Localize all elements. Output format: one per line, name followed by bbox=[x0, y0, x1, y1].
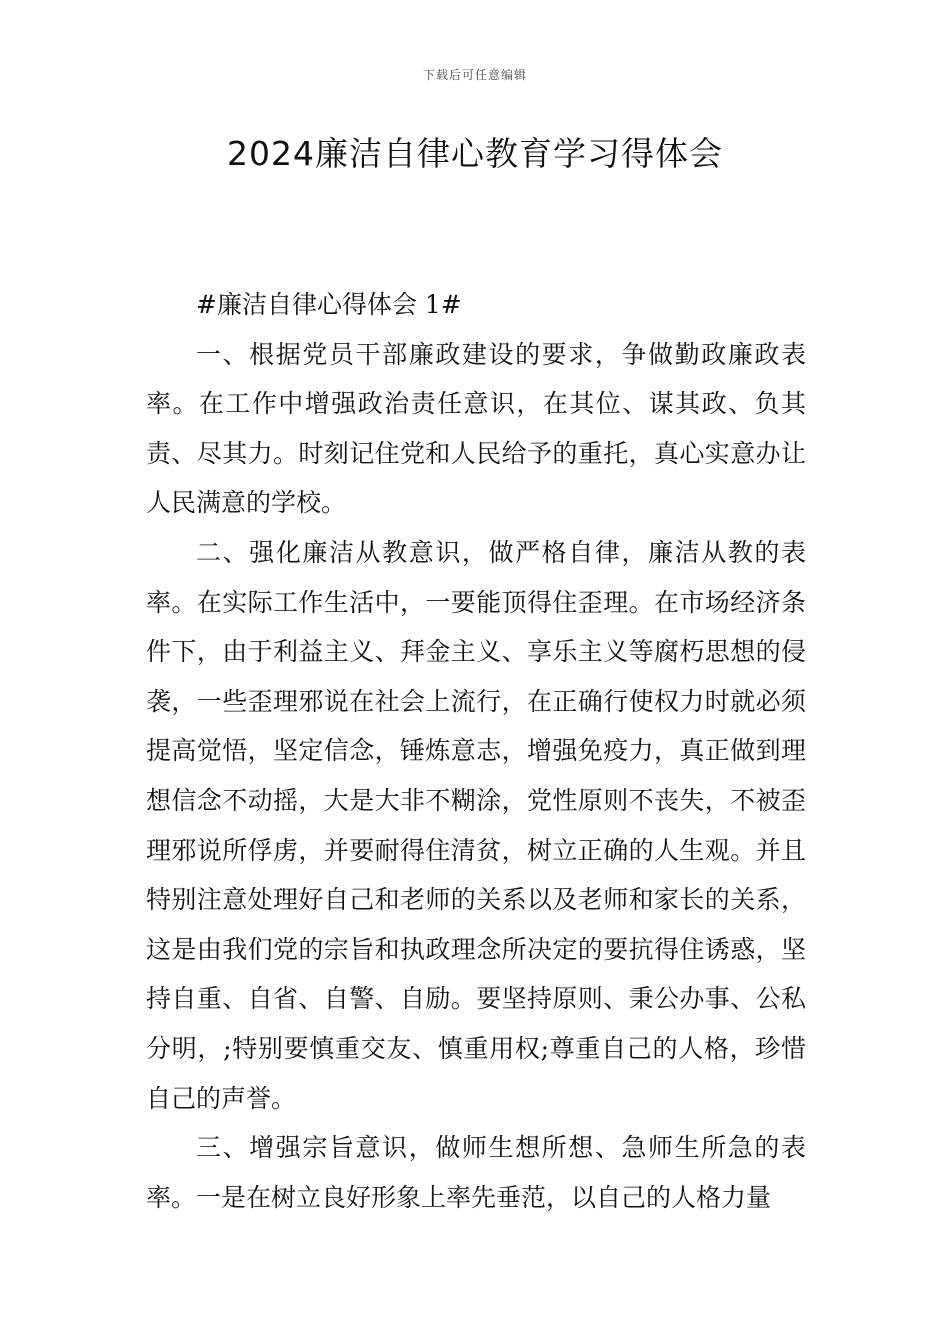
document-title: 2024廉洁自律心教育学习得体会 bbox=[227, 134, 723, 173]
document-body bbox=[146, 280, 806, 1222]
paragraph-2: 二、强化廉洁从教意识，做严格自律，廉洁从教的表率。在实际工作生活中，一要能顶得住歪理。在市场经济条件下，由于利益主义、拜金主义、享乐主义等腐朽思想的侵袭，一些歪理邪说在社会上流行，在正确行使权力时就必须提高觉悟，坚定信念，锤炼意志，增强免疫力，真正做到理想信念不动摇，大是大非不糊涂，党性原则不丧失，不被歪理邪说所俘虏，并要耐得住清贫，树立正确的人生观。并且特别注意处理好自己和老师的关系以及老师和家长的关系，这是由我们党的宗旨和执政理念所决定的要抗得住诱惑，坚持自重、自省、自警、自励。要坚持原则、秉公办事、公私分明，;特别要慎重交友、慎重用权;尊重自己的人格，珍惜自己的声誉。 bbox=[146, 537, 806, 1113]
paragraph-3: 三、增强宗旨意识，做师生想所想、急师生所急的表率。一是在树立良好形象上率先垂范，以自己的人格力量 bbox=[146, 1133, 806, 1212]
paragraph-1: 一、根据党员干部廉政建设的要求，争做勤政廉政表率。在工作中增强政治责任意识，在其位、谋其政、负其责、尽其力。时刻记住党和人民给予的重托，真心实意办让人民满意的学校。 bbox=[146, 339, 806, 518]
header-note: 下载后可任意编辑 bbox=[422, 68, 527, 82]
section-heading: #廉洁自律心得体会 1# bbox=[196, 290, 462, 319]
